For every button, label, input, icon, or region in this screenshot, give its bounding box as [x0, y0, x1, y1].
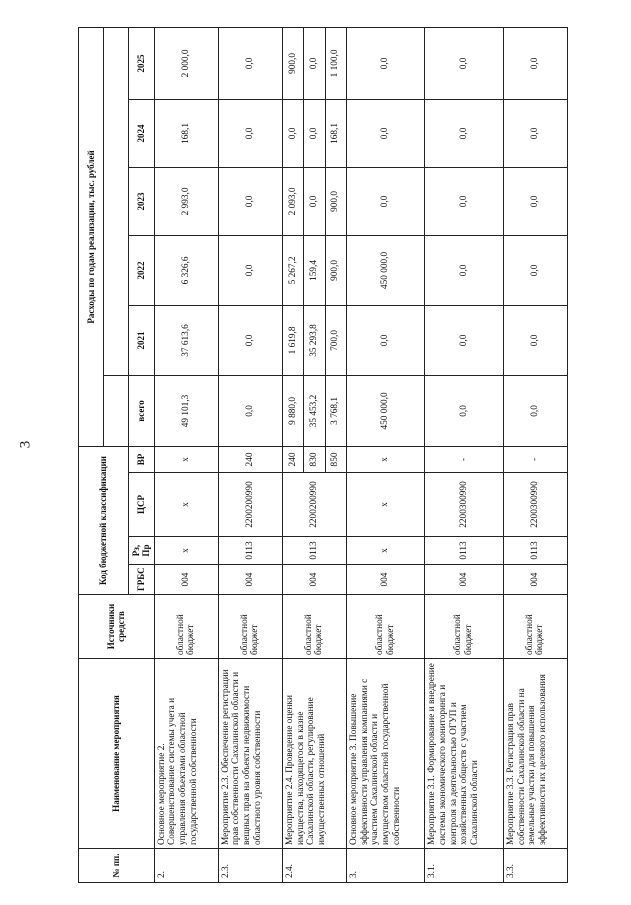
header-expenses: Расходы по годам реализации, тыс. рублей — [79, 27, 104, 446]
row-2025: 0,0 — [218, 27, 282, 99]
row-2021: 0,0 — [425, 305, 503, 375]
row-source: областной бюджет — [218, 595, 282, 659]
document-page — [78, 28, 568, 883]
row-2022: 900,0 — [325, 235, 346, 305]
row-2023: 900,0 — [325, 167, 346, 235]
header-total-spacer — [104, 375, 129, 446]
row-name: Мероприятие 3.1. Формирование и внедрение системы экономического мониторинга и контроля за деятельностью ОГУП и хозяйственных обществ с участием Сахалинской области — [425, 659, 503, 849]
row-number: 3. — [346, 849, 424, 883]
header-grbs: ГРБС — [129, 565, 155, 595]
row-2021: 1 619,8 — [282, 305, 303, 375]
row-2024: 168,1 — [154, 99, 218, 167]
row-2023: 2 093,0 — [282, 167, 303, 235]
row-2022: 0,0 — [218, 235, 282, 305]
header-year-2025: 2025 — [129, 27, 155, 99]
row-csr: 2200300990 — [503, 473, 567, 537]
row-2022: 159,4 — [304, 235, 325, 305]
row-2023: 0,0 — [503, 167, 567, 235]
row-rz-pr: 0113 — [218, 537, 282, 565]
row-2023: 0,0 — [425, 167, 503, 235]
row-number: 2.4. — [282, 849, 346, 883]
row-2023: 0,0 — [346, 167, 424, 235]
row-2024: 0,0 — [282, 99, 303, 167]
row-name: Основное мероприятие 3. Повышение эффективности управления компаниями с участием Сахалинской области и имуществом областной государственной собственности — [346, 659, 424, 849]
row-grbs: 004 — [218, 565, 282, 595]
header-year-2024: 2024 — [129, 99, 155, 167]
header-budget-code: Код бюджетной классификации — [79, 446, 129, 594]
row-grbs: 004 — [154, 565, 218, 595]
header-year-2022: 2022 — [129, 235, 155, 305]
row-2021: 0,0 — [503, 305, 567, 375]
row-vr: - — [503, 446, 567, 472]
row-name: Мероприятие 2.3. Обеспечение регистрации прав собственности Сахалинской области и вещных прав на объекты недвижимости областного уровня собственности — [218, 659, 282, 849]
row-number: 3.1. — [425, 849, 503, 883]
header-years-spacer — [104, 27, 129, 375]
row-vr: 850 — [325, 446, 346, 472]
row-number: 2.3. — [218, 849, 282, 883]
row-source: областной бюджет — [154, 595, 218, 659]
header-rz-pr: Рз, Пр — [129, 537, 155, 565]
row-2022: 450 000,0 — [346, 235, 424, 305]
row-csr: х — [346, 473, 424, 537]
row-2022: 0,0 — [503, 235, 567, 305]
table-row — [282, 27, 303, 882]
row-2022: 5 267,2 — [282, 235, 303, 305]
row-2021: 0,0 — [218, 305, 282, 375]
row-2022: 0,0 — [425, 235, 503, 305]
row-rz-pr: 0113 — [425, 537, 503, 565]
row-2025: 0,0 — [503, 27, 567, 99]
row-source: областной бюджет — [346, 595, 424, 659]
row-source: областной бюджет — [503, 595, 567, 659]
row-2025: 0,0 — [304, 27, 325, 99]
row-2023: 0,0 — [304, 167, 325, 235]
header-year-2023: 2023 — [129, 167, 155, 235]
row-2024: 0,0 — [304, 99, 325, 167]
row-2023: 2 993,0 — [154, 167, 218, 235]
row-2021: 0,0 — [346, 305, 424, 375]
table-row — [218, 27, 282, 882]
header-total: всего — [129, 375, 155, 446]
page-number: 3 — [17, 440, 34, 449]
row-rz-pr: 0113 — [503, 537, 567, 565]
row-rz-pr: х — [346, 537, 424, 565]
row-total: 0,0 — [425, 375, 503, 446]
row-csr: 2200300990 — [425, 473, 503, 537]
row-vr: 240 — [282, 446, 303, 472]
table-row — [425, 27, 503, 882]
row-vr: х — [346, 446, 424, 472]
table-row — [503, 27, 567, 882]
row-total: 49 101,3 — [154, 375, 218, 446]
row-2024: 0,0 — [503, 99, 567, 167]
row-rz-pr: 0113 — [282, 537, 346, 565]
row-number: 3.3. — [503, 849, 567, 883]
row-source: областной бюджет — [282, 595, 346, 659]
row-name: Основное мероприятие 2. Совершенствование системы учета и управления объектами областной государственной собственности — [154, 659, 218, 849]
row-total: 35 453,2 — [304, 375, 325, 446]
row-number: 2. — [154, 849, 218, 883]
row-2023: 0,0 — [218, 167, 282, 235]
row-2024: 168,1 — [325, 99, 346, 167]
row-2021: 35 293,8 — [304, 305, 325, 375]
row-name: Мероприятие 3.3. Регистрация прав собственности Сахалинской области на земельные участки для повышения эффективности их целевого использования — [503, 659, 567, 849]
row-source: областной бюджет — [425, 595, 503, 659]
header-no: № пп. — [79, 849, 155, 883]
row-rz-pr: х — [154, 537, 218, 565]
row-2025: 0,0 — [346, 27, 424, 99]
row-name: Мероприятие 2.4. Проведение оценки имущества, находящегося в казне Сахалинской области, регулирование имущественных отношений — [282, 659, 346, 849]
row-2024: 0,0 — [346, 99, 424, 167]
row-vr: - — [425, 446, 503, 472]
row-2025: 1 100,0 — [325, 27, 346, 99]
table-row — [346, 27, 424, 882]
row-2021: 37 613,6 — [154, 305, 218, 375]
row-2024: 0,0 — [218, 99, 282, 167]
table-row — [154, 27, 218, 882]
row-vr: 830 — [304, 446, 325, 472]
row-total: 3 768,1 — [325, 375, 346, 446]
row-vr: 240 — [218, 446, 282, 472]
row-total: 0,0 — [503, 375, 567, 446]
row-total: 9 880,0 — [282, 375, 303, 446]
row-2025: 2 000,0 — [154, 27, 218, 99]
row-csr: 2200200990 — [282, 473, 346, 537]
row-grbs: 004 — [346, 565, 424, 595]
row-2024: 0,0 — [425, 99, 503, 167]
row-vr: х — [154, 446, 218, 472]
row-grbs: 004 — [503, 565, 567, 595]
row-csr: х — [154, 473, 218, 537]
row-2025: 0,0 — [425, 27, 503, 99]
row-grbs: 004 — [425, 565, 503, 595]
row-csr: 2200200990 — [218, 473, 282, 537]
row-2021: 700,0 — [325, 305, 346, 375]
row-grbs: 004 — [282, 565, 346, 595]
row-total: 0,0 — [218, 375, 282, 446]
row-2025: 900,0 — [282, 27, 303, 99]
row-2022: 6 326,6 — [154, 235, 218, 305]
expenses-table — [78, 27, 568, 883]
row-total: 450 000,0 — [346, 375, 424, 446]
header-source: Источники средств — [79, 595, 155, 659]
header-name: Наименование мероприятия — [79, 659, 155, 849]
header-csr: ЦСР — [129, 473, 155, 537]
header-vr: ВР — [129, 446, 155, 472]
header-year-2021: 2021 — [129, 305, 155, 375]
